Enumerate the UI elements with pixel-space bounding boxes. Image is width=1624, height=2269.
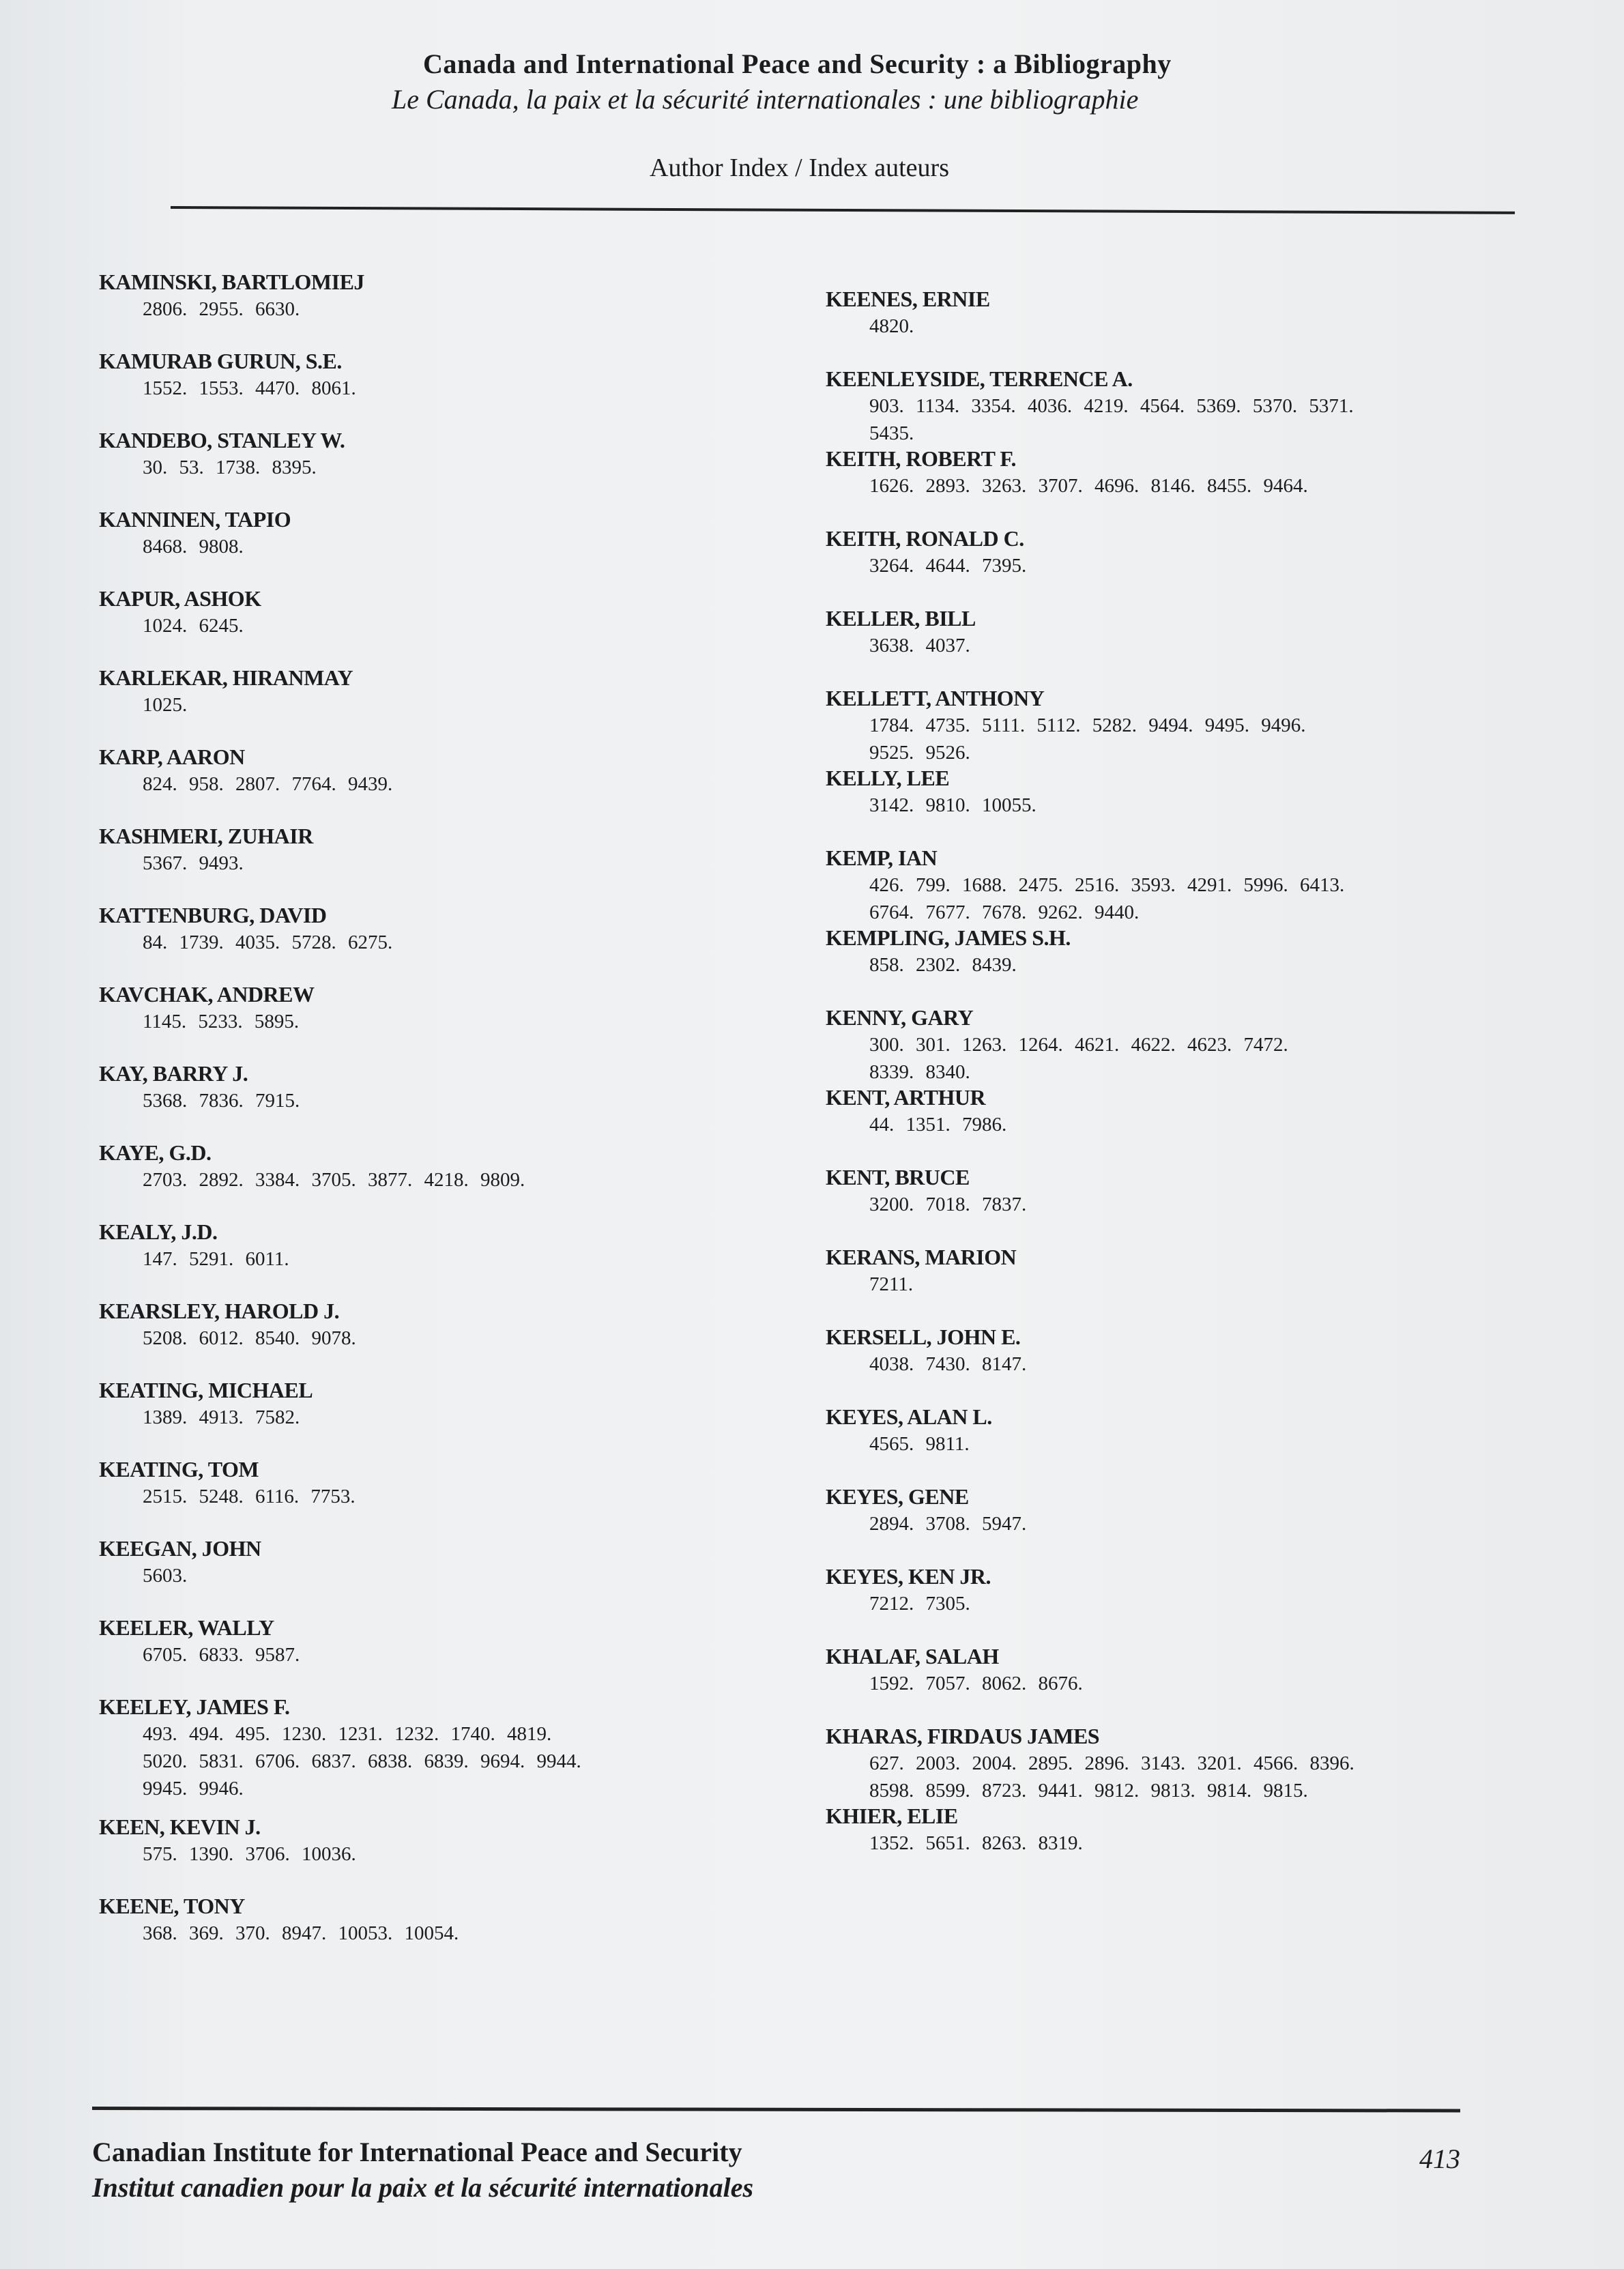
index-entry xyxy=(99,1456,781,1535)
author-name: KATTENBURG, DAVID xyxy=(99,903,327,927)
reference-numbers: 575. 1390. 3706. 10036. xyxy=(143,1843,356,1865)
index-entry xyxy=(826,764,1508,844)
index-entry xyxy=(99,822,781,901)
index-entry xyxy=(99,664,781,743)
reference-numbers: 1592. 7057. 8062. 8676. xyxy=(869,1673,1083,1694)
reference-numbers: 627. 2003. 2004. 2895. 2896. 3143. 3201. 4566. 8396. 8598. 8599. 8723. 9441. 9812. 9813. 9814. 9815. xyxy=(869,1752,1354,1802)
reference-numbers: 2515. 5248. 6116. 7753. xyxy=(143,1486,356,1507)
author-name: KEITH, ROBERT F. xyxy=(826,446,1016,471)
reference-numbers: 493. 494. 495. 1230. 1231. 1232. 1740. 4819. 5020. 5831. 6706. 6837. 6838. 6839. 9694. 9944. 9945. 9946. xyxy=(143,1723,581,1800)
index-entry xyxy=(99,743,781,822)
index-entry xyxy=(99,506,781,585)
author-name: KEELER, WALLY xyxy=(99,1615,274,1640)
reference-numbers: 1784. 4735. 5111. 5112. 5282. 9494. 9495. 9496. 9525. 9526. xyxy=(869,714,1306,764)
author-name: KERSELL, JOHN E. xyxy=(826,1325,1021,1349)
author-name: KEYES, GENE xyxy=(826,1484,969,1509)
reference-numbers: 300. 301. 1263. 1264. 4621. 4622. 4623. 7472. 8339. 8340. xyxy=(869,1034,1288,1083)
author-name: KELLETT, ANTHONY xyxy=(826,686,1045,710)
index-entry xyxy=(99,1297,781,1376)
index-entry xyxy=(826,1403,1508,1483)
author-name: KARLEKAR, HIRANMAY xyxy=(99,665,353,690)
index-entry xyxy=(826,1243,1508,1323)
index-entry xyxy=(99,1218,781,1297)
reference-numbers: 1025. xyxy=(143,694,188,716)
index-entry xyxy=(99,1535,781,1614)
index-entry xyxy=(826,844,1508,924)
index-entry xyxy=(826,1563,1508,1643)
reference-numbers: 5367. 9493. xyxy=(143,852,244,874)
index-entry xyxy=(826,365,1508,445)
reference-numbers: 5603. xyxy=(143,1565,188,1587)
author-name: KEENLEYSIDE, TERRENCE A. xyxy=(826,366,1133,391)
reference-numbers: 1552. 1553. 4470. 8061. xyxy=(143,377,356,399)
index-entry xyxy=(826,1483,1508,1563)
index-entry xyxy=(826,525,1508,605)
page-number: 413 xyxy=(1419,2143,1460,2174)
index-entry xyxy=(99,585,781,664)
reference-numbers: 1024. 6245. xyxy=(143,615,244,637)
reference-numbers: 3200. 7018. 7837. xyxy=(869,1194,1027,1215)
reference-numbers: 3264. 4644. 7395. xyxy=(869,555,1027,577)
index-entry xyxy=(99,1139,781,1218)
reference-numbers: 3142. 9810. 10055. xyxy=(869,794,1036,816)
index-entry xyxy=(99,268,781,347)
author-name: KEMPLING, JAMES S.H. xyxy=(826,925,1071,950)
reference-numbers: 30. 53. 1738. 8395. xyxy=(143,457,317,478)
reference-numbers: 6705. 6833. 9587. xyxy=(143,1644,300,1666)
author-name: KAYE, G.D. xyxy=(99,1140,212,1165)
index-entry xyxy=(99,1376,781,1456)
reference-numbers: 5208. 6012. 8540. 9078. xyxy=(143,1327,356,1349)
index-entry xyxy=(826,1084,1508,1164)
author-name: KAVCHAK, ANDREW xyxy=(99,982,315,1007)
author-name: KEENES, ERNIE xyxy=(826,287,990,311)
index-title: Author Index / Index auteurs xyxy=(650,154,949,182)
bibliography-title-french: Le Canada, la paix et la sécurité internationales : une bibliographie xyxy=(392,84,1139,115)
reference-numbers: 44. 1351. 7986. xyxy=(869,1114,1007,1136)
reference-numbers: 4038. 7430. 8147. xyxy=(869,1353,1027,1375)
reference-numbers: 84. 1739. 4035. 5728. 6275. xyxy=(143,931,393,953)
index-entry xyxy=(826,1802,1508,1882)
author-name: KHALAF, SALAH xyxy=(826,1644,999,1668)
footer-rule xyxy=(92,2107,1460,2112)
reference-numbers: 2806. 2955. 6630. xyxy=(143,298,300,320)
index-entry xyxy=(99,347,781,427)
reference-numbers: 4565. 9811. xyxy=(869,1433,970,1455)
author-name: KENT, ARTHUR xyxy=(826,1085,986,1110)
bibliography-title-english: Canada and International Peace and Security : a Bibliography xyxy=(423,48,1172,79)
author-name: KELLY, LEE xyxy=(826,766,950,790)
index-entry xyxy=(826,285,1508,365)
author-name: KENNY, GARY xyxy=(826,1005,974,1030)
index-entry xyxy=(99,427,781,506)
reference-numbers: 858. 2302. 8439. xyxy=(869,954,1017,976)
author-name: KANDEBO, STANLEY W. xyxy=(99,428,345,452)
reference-numbers: 426. 799. 1688. 2475. 2516. 3593. 4291. 5996. 6413. 6764. 7677. 7678. 9262. 9440. xyxy=(869,874,1345,923)
footer-institute-english: Canadian Institute for International Peace and Security xyxy=(92,2137,742,2167)
reference-numbers: 824. 958. 2807. 7764. 9439. xyxy=(143,773,393,795)
author-name: KEATING, TOM xyxy=(99,1457,259,1482)
index-entry xyxy=(99,1614,781,1693)
index-entry xyxy=(826,1643,1508,1722)
author-name: KEYES, KEN JR. xyxy=(826,1564,991,1589)
author-name: KELLER, BILL xyxy=(826,606,976,631)
author-name: KARP, AARON xyxy=(99,745,245,769)
reference-numbers: 5368. 7836. 7915. xyxy=(143,1090,300,1112)
footer-institute-french: Institut canadien pour la paix et la sécurité internationales xyxy=(92,2172,754,2203)
author-name: KASHMERI, ZUHAIR xyxy=(99,824,313,848)
author-name: KEARSLEY, HAROLD J. xyxy=(99,1299,340,1323)
author-index-right-column xyxy=(826,285,1508,1882)
index-entry xyxy=(826,445,1508,525)
index-entry xyxy=(826,1164,1508,1243)
author-name: KAY, BARRY J. xyxy=(99,1061,248,1086)
author-name: KEEGAN, JOHN xyxy=(99,1536,261,1561)
author-name: KENT, BRUCE xyxy=(826,1165,970,1189)
author-name: KANNINEN, TAPIO xyxy=(99,507,291,532)
reference-numbers: 1145. 5233. 5895. xyxy=(143,1011,300,1032)
index-entry xyxy=(826,1722,1508,1802)
author-name: KEATING, MICHAEL xyxy=(99,1378,313,1402)
author-name: KAMINSKI, BARTLOMIEJ xyxy=(99,270,364,294)
author-name: KEENE, TONY xyxy=(99,1894,245,1918)
index-entry xyxy=(99,1813,781,1892)
index-entry xyxy=(826,684,1508,764)
index-entry xyxy=(826,1004,1508,1084)
author-name: KEALY, J.D. xyxy=(99,1219,218,1244)
author-name: KEMP, IAN xyxy=(826,846,938,870)
author-name: KERANS, MARION xyxy=(826,1245,1017,1269)
index-entry xyxy=(99,981,781,1060)
reference-numbers: 1626. 2893. 3263. 3707. 4696. 8146. 8455. 9464. xyxy=(869,475,1308,497)
author-name: KEITH, RONALD C. xyxy=(826,526,1024,551)
reference-numbers: 7211. xyxy=(869,1273,914,1295)
author-name: KEEN, KEVIN J. xyxy=(99,1815,261,1839)
author-name: KEELEY, JAMES F. xyxy=(99,1694,290,1719)
reference-numbers: 147. 5291. 6011. xyxy=(143,1248,289,1270)
author-name: KAPUR, ASHOK xyxy=(99,586,261,611)
author-name: KHIER, ELIE xyxy=(826,1804,958,1828)
header-rule xyxy=(171,206,1515,214)
reference-numbers: 2703. 2892. 3384. 3705. 3877. 4218. 9809. xyxy=(143,1169,525,1191)
author-name: KAMURAB GURUN, S.E. xyxy=(99,349,342,373)
index-entry xyxy=(99,1892,781,1971)
reference-numbers: 8468. 9808. xyxy=(143,536,244,558)
author-name: KHARAS, FIRDAUS JAMES xyxy=(826,1724,1100,1748)
reference-numbers: 4820. xyxy=(869,315,914,337)
reference-numbers: 1389. 4913. 7582. xyxy=(143,1406,300,1428)
index-entry xyxy=(826,605,1508,684)
index-entry xyxy=(826,924,1508,1004)
index-entry xyxy=(99,1693,781,1813)
reference-numbers: 3638. 4037. xyxy=(869,635,970,656)
reference-numbers: 903. 1134. 3354. 4036. 4219. 4564. 5369. 5370. 5371. 5435. xyxy=(869,395,1354,444)
index-entry xyxy=(826,1323,1508,1403)
index-entry xyxy=(99,901,781,981)
reference-numbers: 7212. 7305. xyxy=(869,1593,970,1615)
author-index-left-column xyxy=(99,268,781,1971)
reference-numbers: 2894. 3708. 5947. xyxy=(869,1513,1027,1535)
reference-numbers: 368. 369. 370. 8947. 10053. 10054. xyxy=(143,1922,459,1944)
reference-numbers: 1352. 5651. 8263. 8319. xyxy=(869,1832,1083,1854)
author-name: KEYES, ALAN L. xyxy=(826,1404,992,1429)
index-entry xyxy=(99,1060,781,1139)
